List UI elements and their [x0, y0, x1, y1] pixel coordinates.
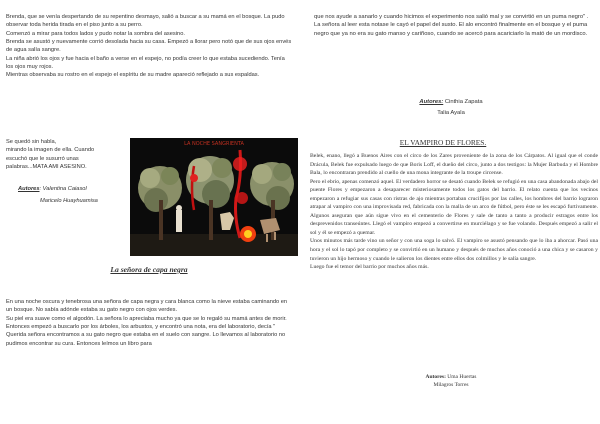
- paragraph: Luego fue el temor del barrio por muchos años más.: [310, 264, 429, 271]
- paragraph: Se quedó sin habla,: [6, 139, 57, 145]
- paragraph: Brenda, que se venía despertando de su repentino desmayo, salió a buscar a su mamá en el bosque. La pudo observar toda herida tirada en el piso junto a su perro.: [6, 14, 285, 29]
- artwork-caption: LA NOCHE SANGRIENTA: [184, 141, 244, 147]
- paragraph: Belek, enano, llegó a Buenos Aires con el circo de los Zares proveniente de la zona de los Cárpatos. Al igual que el conde Drácula, Belek fue expulsado luego de que Boris Loff, el dueño del circo, junto a dos testigos: la Mujer Barbuda y el Hombre Bala, lo encontraran prendido al cuello de una mona integrante de la troupe circense.: [310, 153, 598, 177]
- story1-text-side: [6, 138, 130, 171]
- story2-authors: [302, 98, 600, 118]
- paragraph: En una noche oscura y tenebrosa una señora de capa negra y cara blanca como la nieve estaba caminando en un bosque. No sabía adónde estaba su gato negro con ojos verdes.: [6, 299, 288, 314]
- left-page: [0, 0, 298, 424]
- story1-text-top: [6, 13, 292, 80]
- paragraph: escuchó que le susurró unas: [6, 155, 79, 162]
- authors-line: Autores: Valentina Caiasol: [18, 186, 87, 192]
- story-illustration: [130, 138, 298, 256]
- paragraph: mirando la imagen de ella. Cuando: [6, 147, 95, 154]
- authors-label: Autores:: [419, 99, 444, 105]
- story3-authors: [302, 374, 600, 389]
- paragraph: Unos minutos más tarde vino un señor y con una soga lo salvó. El vampiro se asustó pensando que lo iba a ahorcar. Pasó una hora y el sol lo tapó por completo y se convirtió en un humano y después de muchos años conoció a una chica y se casaron y tuvieron un hijo hermoso y cuando le salieron los dientes entre ellos dos colmillos y le salía sangre.: [310, 238, 598, 262]
- paragraph: Su piel era suave como el algodón. La señora lo apreciaba mucho ya que se lo regaló su mamá antes de morir.: [6, 315, 287, 322]
- story1-authors: [18, 185, 130, 206]
- night-forest-image: [130, 138, 298, 256]
- paragraph: Brenda se asustó y nuevamente corrió desolada hacia su casa. Empezó a llorar pero notó que de sus ojos envés de agua salía sangre.: [6, 39, 292, 54]
- author-name: Maricelo Huayhuamisa: [40, 198, 98, 205]
- paragraph: Entonces empezó a buscarlo por los árboles, los arbustos, y encontró una nota, era del laboratorio, decía " Queridа señora encontramos a su gato negro que estaba en el suelo con sangre. Lo llevamos al laboratorio no pudimos encontrar su cura. Entonces leímos un libro para: [6, 324, 286, 347]
- authors-label: Autores:: [425, 374, 446, 380]
- authors-line: [302, 98, 600, 106]
- author-name: Talia Ayala: [437, 110, 465, 117]
- author-name: Milagros Torres: [433, 381, 469, 388]
- paragraph: Mientras observaba su rostro en el espejo el espíritu de su madre apareció reflejado a sus espaldas.: [6, 72, 260, 79]
- paragraph: que nos ayude a sanarlo y cuando hicimos el experimento nos salió mal y se convirtió en un puma negro" .: [314, 14, 589, 20]
- paragraph: La señora al leer esta notase le cayó el papel del susto. El alo encontró finalmente en el bosque y el puma negro que ya no era su gato manso y cariñoso, cuando se acercó para acariciarlo la mató de un mordisco.: [314, 22, 588, 37]
- paragraph: La niña abrió los ojos y fue hacia el baño a verse en el espejo, no podía creer lo que estaba sucediendo. Tenía los ojos muy rojos.: [6, 55, 285, 71]
- paragraph: Pero el ebrio, apenas comenzó aquel. El verdadero horror se desató cuando Belek se refugió en una casa abandonada abajo del puente Flores y empezaron a desaparecer misteriosamente todos los gatos del barrio. El relato cuenta que los vecinos empezaron a refugiar sus casas con ristras de ajo mientras portaban crucifijos por las calles, los hombres del barrio lograron atrapar al vampiro con una improvisada red, fabricada con la malla de un arco de fútbol, pero éste se les escapó furtivamente. Algunos aseguran que aún sigue vivo en el cementerio de Flores y sale de tanto a tanto a producir estragos entre los desprevenidos transeúntes. Llegó el vampiro empezó a convertirse en murciélago y se fue volando. Después empezó a salir el sol y él se empezó a quemar.: [310, 178, 598, 236]
- paragraph: palabras...MATA AMI ASESINO.: [6, 164, 87, 171]
- authors-line: [302, 374, 600, 382]
- story3-title: EL VAMPIRO DE FLORES.: [399, 138, 487, 147]
- right-page-lower: [302, 152, 600, 424]
- author-name: Cinthia Zapata: [444, 99, 483, 105]
- paragraph: Comenzó a mirar para todos lados y pudo notar la sombra del asesino.: [6, 30, 185, 37]
- story2-text: [6, 298, 294, 348]
- story3-text: [310, 152, 598, 272]
- authors-label: Autores: [18, 186, 40, 192]
- story2-continuation: [314, 13, 594, 38]
- author-name: Uma Huertas: [447, 374, 477, 380]
- story2-title: La señora de capa negra: [110, 265, 188, 274]
- author-name: Valentina Caiasol: [42, 186, 87, 192]
